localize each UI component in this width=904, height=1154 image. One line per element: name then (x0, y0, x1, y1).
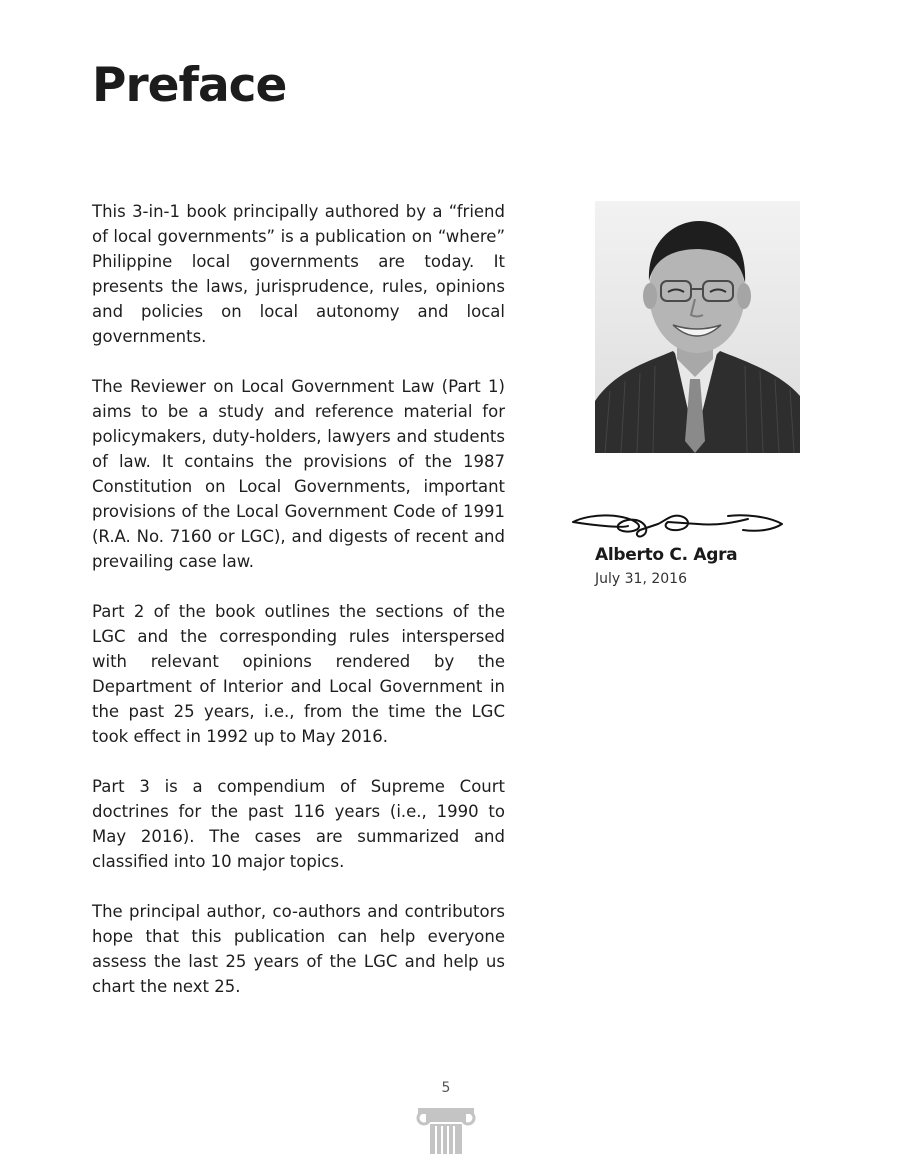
paragraph-4: Part 3 is a compendium of Supreme Court doctrines for the past 116 years (i.e., 1990 to May 2016). The cases are summarized and classified into 10 major topics. (92, 777, 505, 871)
ionic-column-icon (414, 1104, 478, 1154)
preface-body (92, 199, 505, 1024)
paragraph-5: The principal author, co-authors and contributors hope that this publication can help everyone assess the last 25 years of the LGC and help us chart the next 25. (92, 902, 505, 996)
paragraph-3: Part 2 of the book outlines the sections of the LGC and the corresponding rules interspersed with relevant opinions rendered by the Department of Interior and Local Government in the past 25 years, i.e., from the time the LGC took effect in 1992 up to May 2016. (92, 602, 505, 746)
page-title: Preface (92, 58, 287, 113)
author-photo (595, 201, 800, 453)
paragraph-1: This 3-in-1 book principally authored by a “friend of local governments” is a publication on “where” Philippine local governments are today. It presents the laws, jurisprudence, rules, opinions and policies on local autonomy and local governments. (92, 202, 505, 346)
author-date: July 31, 2016 (595, 571, 687, 587)
page-number: 5 (441, 1080, 451, 1096)
author-name: Alberto C. Agra (595, 545, 738, 565)
signature-image (568, 504, 788, 546)
paragraph-2: The Reviewer on Local Government Law (Part 1) aims to be a study and reference material for policymakers, duty-holders, lawyers and students of law. It contains the provisions of the 1987 Constitution on Local Governments, important provisions of the Local Government Code of 1991 (R.A. No. 7160 or LGC), and digests of recent and prevailing case law. (92, 377, 505, 571)
